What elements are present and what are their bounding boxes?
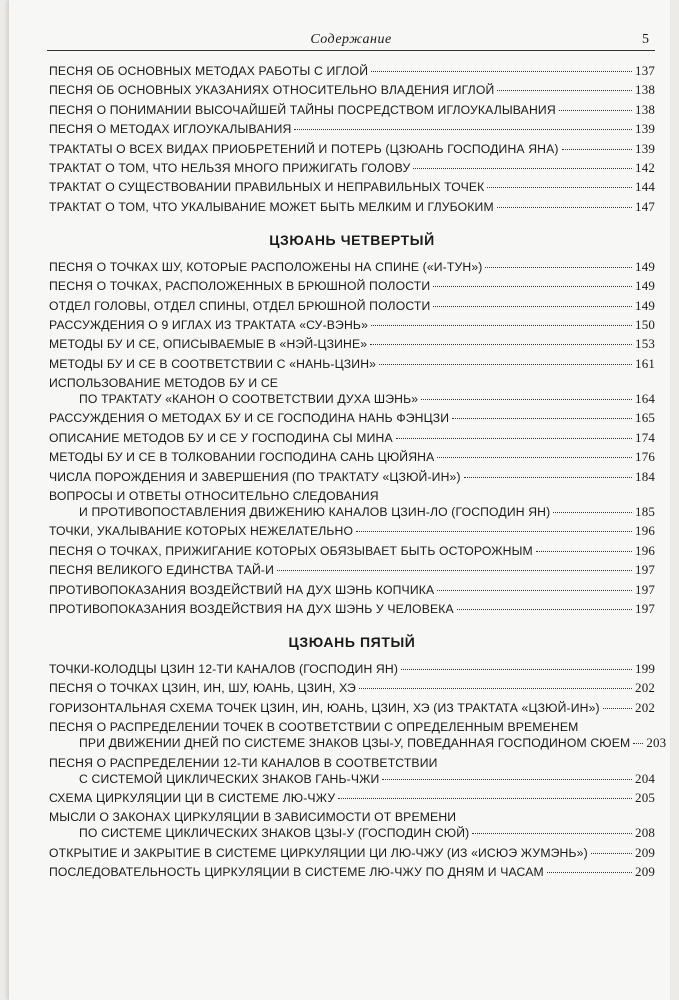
- section-title-4: ЦЗЮАНЬ ЧЕТВЕРТЫЙ: [269, 231, 435, 248]
- dot-leader: [485, 267, 632, 268]
- toc-entry: [49, 336, 655, 352]
- toc-entry: [49, 298, 655, 314]
- toc-entry: [49, 199, 655, 215]
- toc-page-number: 209: [635, 844, 655, 860]
- toc-entry-line: [49, 700, 655, 716]
- toc-entry-line: [49, 504, 655, 520]
- table-of-contents: [49, 63, 667, 884]
- toc-entry-line: [49, 790, 655, 806]
- toc-entry: [49, 259, 655, 275]
- dot-leader: [437, 590, 632, 591]
- toc-page-number: 199: [635, 660, 655, 676]
- toc-page-number: 153: [635, 336, 655, 352]
- dot-leader: [547, 872, 632, 873]
- toc-page-number: 149: [635, 297, 655, 313]
- toc-entry-title-continued: ПРИ ДВИЖЕНИИ ДНЕЙ ПО СИСТЕМЕ ЗНАКОВ ЦЗЫ-У, ПОВЕДАННАЯ ГОСПОДИНОМ СЮЕМ: [79, 736, 631, 751]
- book-page: [9, 0, 670, 1000]
- toc-page-number: 184: [635, 468, 655, 484]
- toc-entry-title: МЕТОДЫ БУ И СЕ В СООТВЕТСТВИИ С «НАНЬ-ЦЗИН»: [49, 356, 377, 371]
- toc-page-number: 202: [635, 680, 655, 696]
- toc-page-number: 139: [635, 121, 655, 137]
- dot-leader: [633, 743, 643, 744]
- toc-entry: [49, 719, 667, 751]
- toc-entry-line: [49, 336, 655, 352]
- dot-leader: [294, 129, 632, 130]
- toc-entry-title: МЫСЛИ О ЗАКОНАХ ЦИРКУЛЯЦИИ В ЗАВИСИМОСТИ ОТ ВРЕМЕНИ: [49, 810, 457, 825]
- toc-entry-title: РАССУЖДЕНИЯ О 9 ИГЛАХ ИЗ ТРАКТАТА «СУ-ВЭНЬ»: [49, 317, 368, 332]
- toc-entry-title-continued: И ПРОТИВОПОСТАВЛЕНИЯ ДВИЖЕНИЮ КАНАЛОВ ЦЗИН-ЛО (ГОСПОДИН ЯН): [79, 505, 551, 520]
- toc-entry-line: [49, 845, 655, 861]
- toc-entry-line: [49, 199, 655, 215]
- toc-entry: [49, 82, 655, 98]
- toc-page-number: 144: [635, 179, 655, 195]
- dot-leader: [396, 438, 632, 439]
- toc-page-number: 138: [635, 82, 655, 98]
- toc-entry-line: [49, 63, 655, 79]
- toc-entry: [49, 562, 655, 578]
- dot-leader: [452, 418, 632, 419]
- toc-entry-title: ТРАКТАТ О СУЩЕСТВОВАНИИ ПРАВИЛЬНЫХ И НЕПРАВИЛЬНЫХ ТОЧЕК: [49, 180, 485, 195]
- toc-entry-line: [49, 278, 655, 294]
- toc-page-number: 204: [635, 770, 655, 786]
- toc-entry-title: ПЕСНЯ О ТОЧКАХ ЦЗИН, ИН, ШУ, ЮАНЬ, ЦЗИН, ХЭ: [49, 681, 356, 696]
- toc-entry-title: ТРАКТАТЫ О ВСЕХ ВИДАХ ПРИОБРЕТЕНИЙ И ПОТЕРЬ (ЦЗЮАНЬ ГОСПОДИНА ЯНА): [49, 141, 559, 156]
- toc-page-number: 137: [635, 63, 655, 78]
- toc-entry-title: ТОЧКИ, УКАЛЫВАНИЕ КОТОРЫХ НЕЖЕЛАТЕЛЬНО: [49, 524, 354, 539]
- toc-entry-line: [49, 82, 655, 98]
- toc-entry: [49, 449, 655, 465]
- toc-entry-line: [49, 735, 667, 751]
- toc-entry-line: [49, 523, 655, 539]
- toc-page-number: 208: [635, 825, 655, 841]
- toc-entry-line: [49, 391, 655, 407]
- toc-entry: [49, 488, 655, 520]
- dot-leader: [379, 364, 632, 365]
- dot-leader: [371, 71, 632, 72]
- toc-entry-line: [49, 356, 655, 372]
- dot-leader: [457, 609, 632, 610]
- toc-entry: [49, 102, 655, 118]
- toc-entry-line: [49, 825, 655, 841]
- dot-leader: [553, 512, 632, 513]
- toc-section-5: [49, 660, 667, 880]
- toc-page-number: 209: [635, 864, 655, 880]
- dot-leader: [371, 325, 632, 326]
- toc-entry: [49, 680, 655, 696]
- toc-entry: [49, 356, 655, 372]
- toc-entry-title: ПРОТИВОПОКАЗАНИЯ ВОЗДЕЙСТВИЙ НА ДУХ ШЭНЬ КОПЧИКА: [49, 582, 435, 597]
- toc-entry-line: [49, 543, 655, 559]
- toc-entry-title: МЕТОДЫ БУ И СЕ В ТОЛКОВАНИИ ГОСПОДИНА САНЬ ЦЮЙЯНА: [49, 450, 435, 465]
- toc-entry-line: [49, 141, 655, 157]
- toc-section-4: [49, 259, 655, 617]
- toc-page-number: 138: [635, 101, 655, 117]
- toc-entry-title: ТРАКТАТ О ТОМ, ЧТО НЕЛЬЗЯ МНОГО ПРИЖИГАТЬ ГОЛОВУ: [49, 160, 411, 175]
- toc-entry-title: ВОПРОСЫ И ОТВЕТЫ ОТНОСИТЕЛЬНО СЛЕДОВАНИЯ: [49, 489, 379, 504]
- toc-entry-title: ОПИСАНИЕ МЕТОДОВ БУ И СЕ У ГОСПОДИНА СЫ МИНА: [49, 430, 393, 445]
- dot-leader: [359, 688, 632, 689]
- toc-entry-line: [49, 469, 655, 485]
- toc-entry-title: ОТДЕЛ ГОЛОВЫ, ОТДЕЛ СПИНЫ, ОТДЕЛ БРЮШНОЙ ПОЛОСТИ: [49, 298, 431, 313]
- toc-entry-line: [49, 410, 655, 426]
- toc-entry-title: СХЕМА ЦИРКУЛЯЦИИ ЦИ В СИСТЕМЕ ЛЮ-ЧЖУ: [49, 790, 336, 805]
- toc-entry: [49, 601, 655, 617]
- toc-page-number: 197: [635, 600, 655, 616]
- toc-entry-title: РАССУЖДЕНИЯ О МЕТОДАХ БУ И СЕ ГОСПОДИНА НАНЬ ФЭНЦЗИ: [49, 411, 450, 426]
- header-title: Содержание: [310, 32, 392, 47]
- dot-leader: [472, 833, 632, 834]
- toc-page-number: 185: [635, 504, 655, 520]
- toc-entry-title: ПЕСНЯ О МЕТОДАХ ИГЛОУКАЛЫВАНИЯ: [49, 122, 292, 137]
- toc-entry: [49, 543, 655, 559]
- section-title-5: ЦЗЮАНЬ ПЯТЫЙ: [288, 633, 416, 650]
- dot-leader: [562, 149, 632, 150]
- toc-entry-title: ПЕСНЯ О ТОЧКАХ, ПРИЖИГАНИЕ КОТОРЫХ ОБЯЗЫВАЕТ БЫТЬ ОСТОРОЖНЫМ: [49, 543, 533, 558]
- toc-entry: [49, 121, 655, 137]
- toc-entry: [49, 582, 655, 598]
- dot-leader: [559, 110, 632, 111]
- toc-entry-line: [49, 661, 655, 677]
- toc-entry: [49, 278, 655, 294]
- toc-page-number: 197: [635, 581, 655, 597]
- toc-entry-title: ТРАКТАТ О ТОМ, ЧТО УКАЛЫВАНИЕ МОЖЕТ БЫТЬ МЕЛКИМ И ГЛУБОКИМ: [49, 199, 494, 214]
- toc-entry-line: [49, 582, 655, 598]
- toc-entry-title: ПЕСНЯ О РАСПРЕДЕЛЕНИИ ТОЧЕК В СООТВЕТСТВИИ С ОПРЕДЕЛЕННЫМ ВРЕМЕНЕМ: [49, 720, 579, 735]
- toc-entry-line: [49, 160, 655, 176]
- toc-entry: [49, 700, 655, 716]
- toc-entry-title: ОТКРЫТИЕ И ЗАКРЫТИЕ В СИСТЕМЕ ЦИРКУЛЯЦИИ ЦИ ЛЮ-ЧЖУ (ИЗ «ИСЮЭ ЖУМЭНЬ»): [49, 845, 588, 860]
- toc-page-number: 196: [635, 542, 655, 558]
- toc-entry-line: [49, 430, 655, 446]
- toc-entry: [49, 179, 655, 195]
- toc-entry: [49, 317, 655, 333]
- toc-entry-line: [49, 449, 655, 465]
- dot-leader: [591, 853, 632, 854]
- toc-entry: [49, 845, 655, 861]
- toc-page-number: 150: [635, 316, 655, 332]
- dot-leader: [433, 286, 632, 287]
- dot-leader: [421, 399, 632, 400]
- toc-page-number: 139: [635, 140, 655, 156]
- toc-entry-line: [49, 771, 655, 787]
- toc-page-number: 176: [635, 449, 655, 465]
- toc-entry-title: ПРОТИВОПОКАЗАНИЯ ВОЗДЕЙСТВИЯ НА ДУХ ШЭНЬ У ЧЕЛОВЕКА: [49, 601, 454, 616]
- toc-page-number: 147: [635, 198, 655, 214]
- toc-page-number: 203: [646, 735, 667, 751]
- toc-part-1: [49, 63, 655, 215]
- toc-entry: [49, 430, 655, 446]
- toc-page-number: 161: [635, 355, 655, 371]
- toc-entry-line: [49, 298, 655, 314]
- toc-entry: [49, 469, 655, 485]
- toc-entry-title-continued: С СИСТЕМОЙ ЦИКЛИЧЕСКИХ ЗНАКОВ ГАНЬ-ЧЖИ: [79, 771, 380, 786]
- toc-entry-title: ПЕСНЯ ОБ ОСНОВНЫХ МЕТОДАХ РАБОТЫ С ИГЛОЙ: [49, 64, 369, 78]
- toc-entry: [49, 160, 655, 176]
- toc-entry-title-continued: ПО СИСТЕМЕ ЦИКЛИЧЕСКИХ ЗНАКОВ ЦЗЫ-У (ГОСПОДИН СЮЙ): [79, 826, 470, 841]
- dot-leader: [603, 708, 632, 709]
- toc-page-number: 174: [635, 429, 655, 445]
- running-header: [47, 32, 655, 48]
- dot-leader: [356, 531, 632, 532]
- toc-entry: [49, 141, 655, 157]
- toc-entry: [49, 790, 655, 806]
- toc-entry: [49, 63, 655, 79]
- toc-entry: [49, 523, 655, 539]
- toc-entry-title: ПОСЛЕДОВАТЕЛЬНОСТЬ ЦИРКУЛЯЦИИ В СИСТЕМЕ ЛЮ-ЧЖУ ПО ДНЯМ И ЧАСАМ: [49, 865, 544, 880]
- toc-entry: [49, 410, 655, 426]
- dot-leader: [413, 168, 632, 169]
- toc-entry-line: [49, 562, 655, 578]
- dot-leader: [401, 669, 632, 670]
- toc-page-number: 142: [635, 159, 655, 175]
- toc-entry-title: ГОРИЗОНТАЛЬНАЯ СХЕМА ТОЧЕК ЦЗИН, ИН, ЮАНЬ, ЦЗИН, ХЭ (ИЗ ТРАКТАТА «ЦЗЮЙ-ИН»): [49, 700, 600, 715]
- toc-entry-title: ПЕСНЯ О ПОНИМАНИИ ВЫСОЧАЙШЕЙ ТАЙНЫ ПОСРЕДСТВОМ ИГЛОУКАЛЫВАНИЯ: [49, 102, 556, 117]
- toc-page-number: 197: [635, 562, 655, 578]
- toc-entry-title: МЕТОДЫ БУ И СЕ, ОПИСЫВАЕМЫЕ В «НЭЙ-ЦЗИНЕ»: [49, 337, 368, 352]
- toc-page-number: 202: [635, 699, 655, 715]
- toc-page-number: 149: [635, 278, 655, 294]
- toc-entry: [49, 661, 655, 677]
- toc-entry: [49, 375, 655, 407]
- header-rule: [47, 50, 655, 51]
- toc-page-number: 149: [635, 258, 655, 274]
- toc-entry: [49, 809, 655, 841]
- dot-leader: [497, 207, 632, 208]
- toc-entry-line: [49, 259, 655, 275]
- toc-entry-title: ИСПОЛЬЗОВАНИЕ МЕТОДОВ БУ И СЕ: [49, 376, 279, 391]
- toc-entry-title: ПЕСНЯ О ТОЧКАХ, РАСПОЛОЖЕННЫХ В БРЮШНОЙ ПОЛОСТИ: [49, 279, 431, 294]
- page-number: 5: [642, 32, 649, 47]
- dot-leader: [370, 344, 632, 345]
- dot-leader: [277, 570, 632, 571]
- toc-entry-line: [49, 680, 655, 696]
- toc-entry-line: [49, 102, 655, 118]
- toc-entry-line: [49, 601, 655, 617]
- toc-entry-title: ПЕСНЯ О ТОЧКАХ ШУ, КОТОРЫЕ РАСПОЛОЖЕНЫ НА СПИНЕ («И-ТУН»): [49, 259, 483, 274]
- dot-leader: [338, 798, 632, 799]
- toc-page-number: 165: [635, 410, 655, 426]
- toc-entry-line: [49, 179, 655, 195]
- toc-page-number: 196: [635, 523, 655, 539]
- dot-leader: [464, 477, 632, 478]
- dot-leader: [433, 306, 632, 307]
- toc-entry-title: ТОЧКИ-КОЛОДЦЫ ЦЗИН 12-ТИ КАНАЛОВ (ГОСПОДИН ЯН): [49, 661, 399, 676]
- toc-entry-title: ПЕСНЯ ОБ ОСНОВНЫХ УКАЗАНИЯХ ОТНОСИТЕЛЬНО ВЛАДЕНИЯ ИГЛОЙ: [49, 83, 495, 98]
- dot-leader: [497, 90, 632, 91]
- toc-entry: [49, 864, 655, 880]
- dot-leader: [382, 779, 632, 780]
- toc-entry-title: ПЕСНЯ О РАСПРЕДЕЛЕНИИ 12-ТИ КАНАЛОВ В СООТВЕТСТВИИ: [49, 755, 438, 770]
- toc-page-number: 205: [635, 789, 655, 805]
- toc-entry-title: ПЕСНЯ ВЕЛИКОГО ЕДИНСТВА ТАЙ-И: [49, 563, 275, 578]
- dot-leader: [487, 187, 632, 188]
- dot-leader: [437, 457, 632, 458]
- toc-entry-title-continued: ПО ТРАКТАТУ «КАНОН О СООТВЕТСТВИИ ДУХА ШЭНЬ»: [79, 392, 419, 407]
- toc-entry-line: [49, 121, 655, 137]
- dot-leader: [536, 551, 632, 552]
- toc-entry: [49, 755, 655, 787]
- toc-entry-title: ЧИСЛА ПОРОЖДЕНИЯ И ЗАВЕРШЕНИЯ (ПО ТРАКТАТУ «ЦЗЮЙ-ИН»): [49, 469, 461, 484]
- toc-entry-line: [49, 317, 655, 333]
- toc-entry-line: [49, 864, 655, 880]
- toc-page-number: 164: [635, 391, 655, 407]
